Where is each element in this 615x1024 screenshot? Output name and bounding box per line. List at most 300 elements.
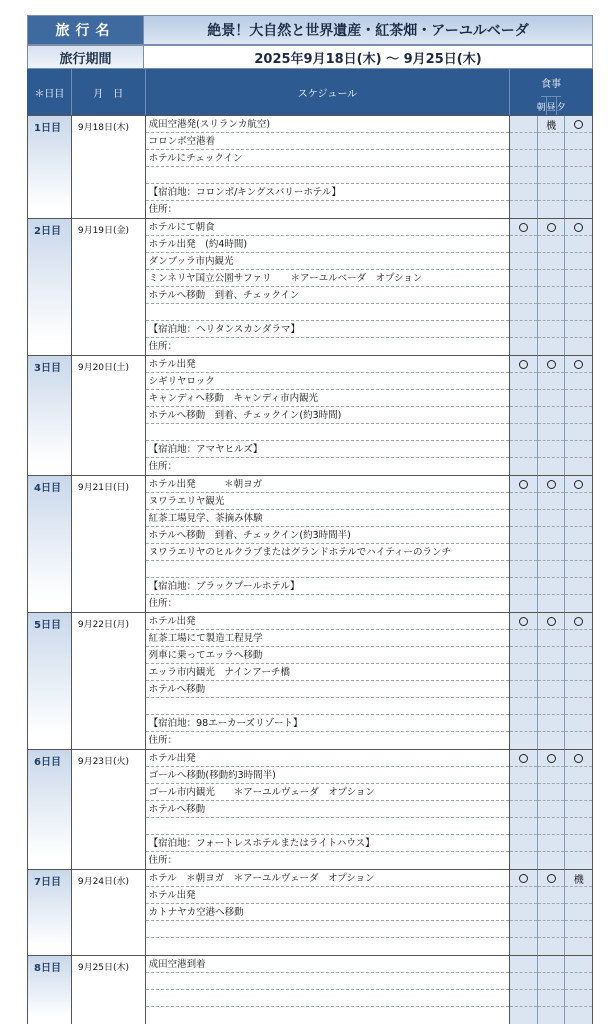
meal-empty-cell: [565, 390, 592, 407]
meal-lunch-mark: 機: [538, 116, 565, 133]
meal-included-circle-icon: [547, 360, 556, 369]
meal-empty-cell: [565, 270, 592, 287]
meal-empty-cell: [565, 732, 592, 749]
schedule-line: コロンボ空港着: [146, 133, 510, 150]
meal-empty-cell: [538, 630, 565, 647]
meal-included-circle-icon: [547, 617, 556, 626]
meal-included-circle-icon: [547, 754, 556, 763]
meal-empty-cell: [510, 664, 537, 681]
meal-empty-cell: [510, 321, 537, 338]
meals-cell: [510, 870, 592, 955]
meal-included-circle-icon: [519, 360, 528, 369]
schedule-line: 【宿泊地：ブラックプールホテル】: [146, 578, 510, 595]
meal-empty-cell: [510, 458, 537, 475]
meal-empty-cell: [510, 338, 537, 355]
meal-empty-cell: [538, 784, 565, 801]
meal-lunch-mark: [538, 870, 565, 887]
day-row: [28, 869, 592, 955]
schedule-line: [146, 424, 510, 441]
schedule-line: 【宿泊地：98エーカーズリゾート】: [146, 715, 510, 732]
schedule-line: ミンネリヤ国立公園サファリ ＊アーユルベーダ オプション: [146, 270, 510, 287]
meal-breakfast-column: [510, 750, 538, 869]
meal-empty-cell: [538, 990, 565, 1007]
meal-empty-cell: [538, 407, 565, 424]
meal-included-circle-icon: [547, 223, 556, 232]
meal-empty-cell: [538, 561, 565, 578]
meal-empty-cell: [538, 304, 565, 321]
meal-breakfast-mark: [510, 870, 537, 887]
dinner-header: 夕: [556, 102, 566, 113]
schedule-line: ホテルへ移動 到着、チェックイン: [146, 287, 510, 304]
schedule-line: ダンブッラ市内観光: [146, 253, 510, 270]
schedule-line: ホテル出発: [146, 613, 510, 630]
table-header: [27, 69, 593, 115]
meal-empty-cell: [510, 973, 537, 990]
schedule-cell: [146, 356, 511, 475]
meal-breakfast-column: [510, 613, 538, 749]
meal-empty-cell: [538, 715, 565, 732]
meal-empty-cell: [510, 990, 537, 1007]
meal-dinner-column: [565, 476, 592, 612]
schedule-line: ホテル出発: [146, 356, 510, 373]
meals-cell: [510, 116, 592, 218]
meal-lunch-mark: [538, 476, 565, 493]
day-row: [28, 355, 592, 475]
trip-name-label: 旅行名: [27, 15, 144, 45]
meal-breakfast-mark: [510, 613, 537, 630]
meal-included-circle-icon: [519, 754, 528, 763]
meal-empty-cell: [565, 561, 592, 578]
meal-empty-cell: [538, 527, 565, 544]
meal-empty-cell: [538, 921, 565, 938]
meal-empty-cell: [510, 715, 537, 732]
schedule-line: 成田空港到着: [146, 956, 510, 973]
meal-empty-cell: [510, 647, 537, 664]
schedule-line: [146, 921, 510, 938]
meal-empty-cell: [565, 321, 592, 338]
day-date: 9月20日(土): [72, 356, 146, 475]
meal-empty-cell: [538, 510, 565, 527]
schedule-line: ホテルにて朝食: [146, 219, 510, 236]
schedule-line: ホテル出発: [146, 750, 510, 767]
meal-empty-cell: [510, 150, 537, 167]
meal-included-circle-icon: [574, 223, 583, 232]
meal-empty-cell: [565, 287, 592, 304]
meal-empty-cell: [565, 236, 592, 253]
meal-empty-cell: [565, 510, 592, 527]
schedule-line: [146, 818, 510, 835]
meal-empty-cell: [538, 1007, 565, 1024]
day-row: [28, 612, 592, 749]
day-date: 9月25日(木): [72, 956, 146, 1024]
meal-empty-cell: [538, 681, 565, 698]
schedule-line: 紅茶工場見学、茶摘み体験: [146, 510, 510, 527]
meal-empty-cell: [510, 938, 537, 955]
meal-lunch-mark: [538, 219, 565, 236]
meal-empty-cell: [538, 253, 565, 270]
meal-empty-cell: [538, 904, 565, 921]
meal-empty-cell: [538, 595, 565, 612]
meal-empty-cell: [510, 184, 537, 201]
day-date: 9月19日(金): [72, 219, 146, 355]
meal-empty-cell: [538, 321, 565, 338]
meal-empty-cell: [538, 201, 565, 218]
schedule-cell: [146, 613, 511, 749]
meal-empty-cell: [565, 527, 592, 544]
meal-empty-cell: [510, 441, 537, 458]
meals-cell: [510, 219, 592, 355]
meal-empty-cell: [538, 236, 565, 253]
meal-included-circle-icon: [519, 223, 528, 232]
meal-empty-cell: [565, 304, 592, 321]
meal-empty-cell: [510, 784, 537, 801]
schedule-line: ホテル出発 ＊朝ヨガ: [146, 476, 510, 493]
meal-empty-cell: [565, 698, 592, 715]
schedule-line: 【宿泊地：ヘリタンスカンダラマ】: [146, 321, 510, 338]
schedule-line: [146, 561, 510, 578]
meal-empty-cell: [538, 338, 565, 355]
meal-empty-cell: [538, 150, 565, 167]
meal-dinner-column: [565, 116, 592, 218]
meal-empty-cell: [565, 630, 592, 647]
meal-breakfast-column: [510, 870, 538, 955]
meal-empty-cell: [510, 767, 537, 784]
meal-dinner-column: [565, 750, 592, 869]
meal-lunch-column: [538, 356, 566, 475]
meal-empty-cell: [538, 852, 565, 869]
day-number: 6日目: [28, 750, 72, 869]
schedule-line: ゴール市内観光 ＊アーユルヴェーダ オプション: [146, 784, 510, 801]
meal-empty-cell: [510, 732, 537, 749]
meal-empty-cell: [565, 767, 592, 784]
meal-included-circle-icon: [574, 360, 583, 369]
schedule-line: 住所：: [148, 855, 178, 866]
meal-dinner-mark: [565, 956, 592, 973]
meal-empty-cell: [538, 167, 565, 184]
meal-empty-cell: [510, 510, 537, 527]
schedule-line: 住所：: [148, 341, 178, 352]
day-number: 8日目: [28, 956, 72, 1024]
meal-empty-cell: [538, 133, 565, 150]
meal-empty-cell: [538, 835, 565, 852]
meal-empty-cell: [565, 253, 592, 270]
meal-empty-cell: [510, 527, 537, 544]
meal-dinner-column: [565, 356, 592, 475]
meal-empty-cell: [565, 818, 592, 835]
meal-empty-cell: [510, 921, 537, 938]
day-number: 4日目: [28, 476, 72, 612]
meal-empty-cell: [565, 595, 592, 612]
meal-breakfast-column: [510, 956, 538, 1024]
meal-empty-cell: [510, 253, 537, 270]
meal-included-circle-icon: [574, 120, 583, 129]
meal-lunch-column: [538, 613, 566, 749]
meal-empty-cell: [510, 201, 537, 218]
meal-empty-cell: [565, 150, 592, 167]
day-date: 9月22日(月): [72, 613, 146, 749]
schedule-line: ホテルへ移動: [146, 801, 510, 818]
meal-empty-cell: [538, 424, 565, 441]
schedule-line: シギリヤロック: [146, 373, 510, 390]
meal-empty-cell: [565, 664, 592, 681]
day-number: 2日目: [28, 219, 72, 355]
meal-empty-cell: [510, 818, 537, 835]
meal-lunch-column: [538, 956, 566, 1024]
meal-empty-cell: [565, 852, 592, 869]
schedule-line: [146, 990, 510, 1007]
schedule-line: 【宿泊地：アマヤヒルズ】: [146, 441, 510, 458]
meal-empty-cell: [565, 184, 592, 201]
day-row: [28, 218, 592, 355]
meals-cell: [510, 750, 592, 869]
meal-empty-cell: [538, 458, 565, 475]
meal-empty-cell: [510, 133, 537, 150]
meal-empty-cell: [565, 458, 592, 475]
schedule-line: ホテルにチェックイン: [146, 150, 510, 167]
schedule-cell: [146, 476, 511, 612]
meal-empty-cell: [565, 201, 592, 218]
meal-breakfast-mark: [510, 356, 537, 373]
schedule-cell: [146, 750, 511, 869]
trip-period-label: 旅行期間: [27, 45, 144, 69]
meal-dinner-mark: [565, 613, 592, 630]
schedule-line: 列車に乗ってエッラへ移動: [146, 647, 510, 664]
meal-empty-cell: [510, 852, 537, 869]
meal-lunch-mark: [538, 956, 565, 973]
meal-included-circle-icon: [547, 480, 556, 489]
meals-cell: [510, 356, 592, 475]
col-date-header: 月 日: [72, 69, 146, 115]
meal-included-circle-icon: [574, 617, 583, 626]
schedule-line: ホテルへ移動 到着、チェックイン(約3時間半): [146, 527, 510, 544]
breakfast-header: 朝: [537, 97, 547, 115]
meal-empty-cell: [510, 801, 537, 818]
schedule-line: 【宿泊地：フォートレスホテルまたはライトハウス】: [146, 835, 510, 852]
day-number: 1日目: [28, 116, 72, 218]
meal-empty-cell: [510, 544, 537, 561]
meal-empty-cell: [510, 236, 537, 253]
meal-included-circle-icon: [574, 480, 583, 489]
meal-empty-cell: [538, 544, 565, 561]
meal-empty-cell: [538, 270, 565, 287]
meal-empty-cell: [565, 647, 592, 664]
meal-empty-cell: [510, 270, 537, 287]
meal-dinner-mark: [565, 476, 592, 493]
meal-empty-cell: [538, 287, 565, 304]
meal-empty-cell: [565, 338, 592, 355]
meal-empty-cell: [510, 407, 537, 424]
meal-empty-cell: [565, 167, 592, 184]
meals-cell: [510, 956, 592, 1024]
meal-breakfast-mark: [510, 476, 537, 493]
meal-empty-cell: [565, 715, 592, 732]
meal-lunch-mark: [538, 613, 565, 630]
lunch-header: 昼: [547, 97, 557, 115]
schedule-line: ホテルへ移動 到着、チェックイン(約3時間): [146, 407, 510, 424]
day-date: 9月18日(木): [72, 116, 146, 218]
meal-lunch-column: [538, 870, 566, 955]
meal-included-circle-icon: [547, 874, 556, 883]
meal-included-circle-icon: [519, 617, 528, 626]
meal-lunch-column: [538, 116, 566, 218]
schedule-line: [146, 1007, 510, 1024]
meal-empty-cell: [510, 493, 537, 510]
meal-empty-cell: [538, 698, 565, 715]
meal-empty-cell: [565, 921, 592, 938]
schedule-cell: [146, 219, 511, 355]
day-number: 3日目: [28, 356, 72, 475]
schedule-line: ヌワラエリヤのヒルクラブまたはグランドホテルでハイティーのランチ: [146, 544, 510, 561]
meal-empty-cell: [538, 801, 565, 818]
itinerary-table: [27, 115, 593, 1024]
trip-name-value: 絶景！大自然と世界遺産・紅茶畑・アーユルベーダ: [144, 15, 593, 45]
meal-empty-cell: [538, 732, 565, 749]
schedule-line: ヌワラエリヤ観光: [146, 493, 510, 510]
meal-empty-cell: [510, 630, 537, 647]
meal-empty-cell: [565, 578, 592, 595]
meal-empty-cell: [510, 681, 537, 698]
meal-empty-cell: [565, 938, 592, 955]
trip-period-row: [27, 45, 593, 69]
meal-empty-cell: [565, 407, 592, 424]
schedule-line: [146, 938, 510, 955]
schedule-line: [146, 167, 510, 184]
meal-empty-cell: [510, 595, 537, 612]
meal-lunch-column: [538, 219, 566, 355]
meal-breakfast-column: [510, 116, 538, 218]
schedule-line: 【宿泊地：コロンボ/キングスバリーホテル】: [146, 184, 510, 201]
meal-empty-cell: [538, 578, 565, 595]
meal-empty-cell: [565, 973, 592, 990]
meal-empty-cell: [510, 561, 537, 578]
trip-name-row: [27, 15, 593, 45]
day-row: [28, 955, 592, 1024]
schedule-line: ホテル ＊朝ヨガ ＊アーユルヴェーダ オプション: [146, 870, 510, 887]
meals-cell: [510, 613, 592, 749]
meal-empty-cell: [565, 990, 592, 1007]
day-number: 7日目: [28, 870, 72, 955]
meal-included-circle-icon: [519, 874, 528, 883]
day-date: 9月21日(日): [72, 476, 146, 612]
meal-lunch-mark: [538, 750, 565, 767]
meal-empty-cell: [538, 664, 565, 681]
day-row: [28, 475, 592, 612]
meal-empty-cell: [510, 167, 537, 184]
meal-empty-cell: [565, 784, 592, 801]
meal-breakfast-mark: [510, 116, 537, 133]
meal-breakfast-column: [510, 356, 538, 475]
schedule-cell: [146, 870, 511, 955]
schedule-line: 紅茶工場にて製造工程見学: [146, 630, 510, 647]
day-row: [28, 749, 592, 869]
meal-empty-cell: [510, 578, 537, 595]
meal-empty-cell: [538, 493, 565, 510]
meal-empty-cell: [565, 133, 592, 150]
meal-empty-cell: [565, 373, 592, 390]
meal-empty-cell: [510, 887, 537, 904]
meal-dinner-column: [565, 956, 592, 1024]
meal-empty-cell: [510, 390, 537, 407]
schedule-line: [146, 973, 510, 990]
meal-dinner-column: [565, 870, 592, 955]
meal-empty-cell: [538, 373, 565, 390]
day-row: [28, 115, 592, 218]
schedule-cell: [146, 956, 511, 1024]
meal-empty-cell: [565, 887, 592, 904]
meal-breakfast-mark: [510, 750, 537, 767]
meal-empty-cell: [538, 390, 565, 407]
schedule-line: キャンディへ移動 キャンディ市内観光: [146, 390, 510, 407]
meal-breakfast-mark: [510, 219, 537, 236]
meal-included-circle-icon: [574, 754, 583, 763]
schedule-line: [146, 698, 510, 715]
meal-empty-cell: [565, 544, 592, 561]
meal-empty-cell: [565, 835, 592, 852]
schedule-line: 住所：: [148, 461, 178, 472]
meal-empty-cell: [565, 801, 592, 818]
meal-empty-cell: [510, 424, 537, 441]
meal-empty-cell: [538, 938, 565, 955]
meal-dinner-column: [565, 219, 592, 355]
col-schedule-header: スケジュール: [146, 69, 511, 115]
meal-empty-cell: [565, 904, 592, 921]
schedule-line: カトナヤカ空港へ移動: [146, 904, 510, 921]
schedule-line: 成田空港発(スリランカ航空): [146, 116, 510, 133]
meal-included-circle-icon: [519, 480, 528, 489]
schedule-line: 住所：: [148, 598, 178, 609]
meal-breakfast-column: [510, 476, 538, 612]
meal-breakfast-column: [510, 219, 538, 355]
meal-breakfast-mark: [510, 956, 537, 973]
day-number: 5日目: [28, 613, 72, 749]
meals-cell: [510, 476, 592, 612]
schedule-line: 住所：: [148, 204, 178, 215]
schedule-line: ホテル出発: [146, 887, 510, 904]
meal-dinner-mark: [565, 750, 592, 767]
meal-empty-cell: [510, 698, 537, 715]
schedule-line: ホテルへ移動: [146, 681, 510, 698]
schedule-line: ホテル出発 (約4時間): [146, 236, 510, 253]
meal-empty-cell: [565, 1007, 592, 1024]
meal-empty-cell: [538, 973, 565, 990]
meal-empty-cell: [538, 887, 565, 904]
meal-dinner-mark: [565, 356, 592, 373]
meal-empty-cell: [565, 493, 592, 510]
meal-empty-cell: [510, 835, 537, 852]
meal-empty-cell: [538, 441, 565, 458]
meal-lunch-column: [538, 476, 566, 612]
meal-empty-cell: [538, 767, 565, 784]
meal-empty-cell: [510, 1007, 537, 1024]
meal-empty-cell: [565, 424, 592, 441]
trip-period-value: 2025年9月18日(木) 〜 9月25日(木): [144, 45, 593, 69]
meal-dinner-column: [565, 613, 592, 749]
col-meals-header: [510, 69, 592, 115]
meal-empty-cell: [538, 647, 565, 664]
schedule-line: ゴールへ移動(移動約3時間半): [146, 767, 510, 784]
meal-lunch-column: [538, 750, 566, 869]
meal-empty-cell: [510, 373, 537, 390]
schedule-line: エッラ市内観光 ナインアーチ橋: [146, 664, 510, 681]
meal-dinner-mark: [565, 219, 592, 236]
meal-empty-cell: [510, 304, 537, 321]
meal-empty-cell: [538, 818, 565, 835]
meal-dinner-mark: [565, 116, 592, 133]
col-day-header: ＊日目: [28, 69, 72, 115]
day-date: 9月23日(火): [72, 750, 146, 869]
schedule-cell: [146, 116, 511, 218]
meals-label: 食事: [541, 69, 561, 97]
